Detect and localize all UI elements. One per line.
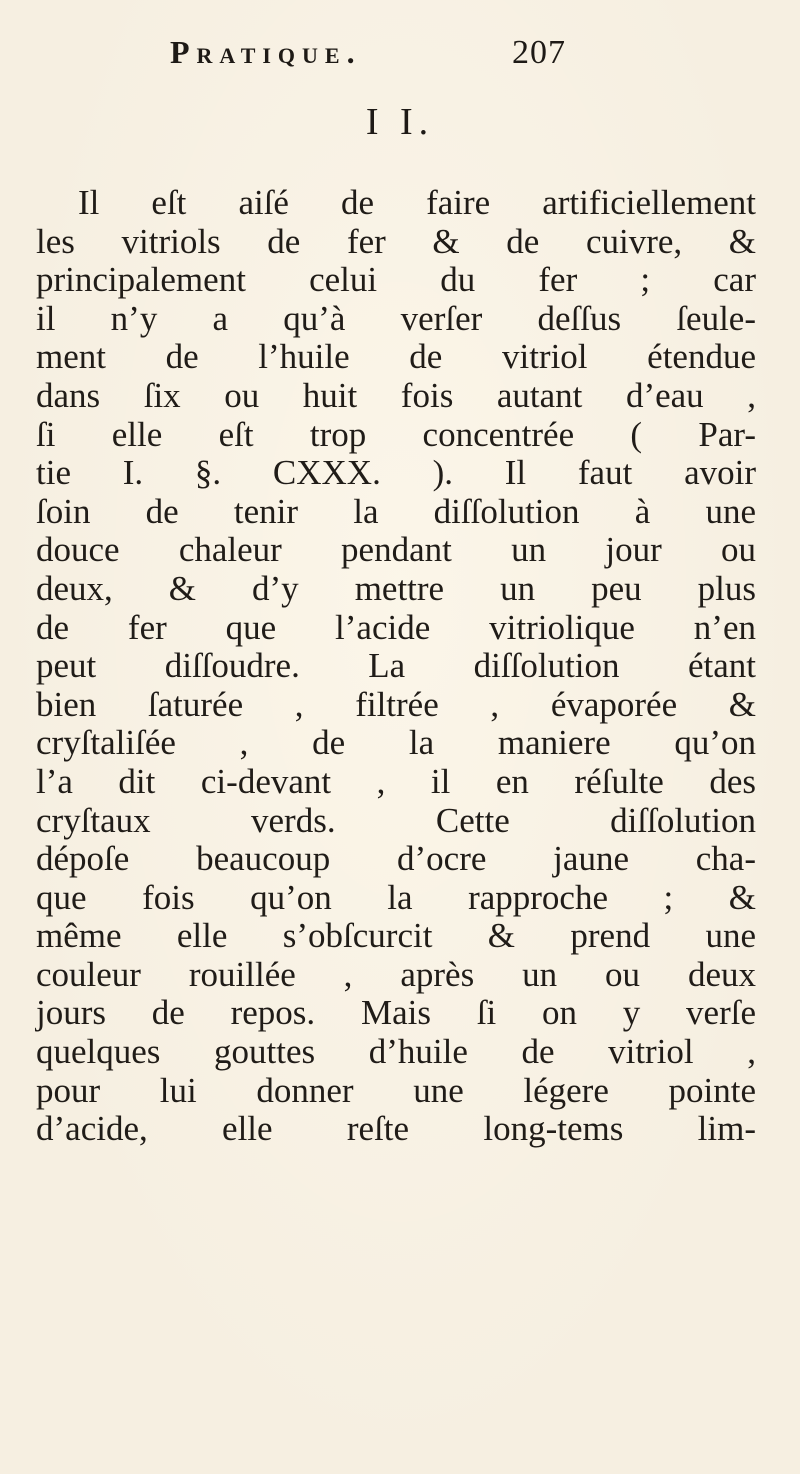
text-line: les vitriols de fer & de cuivre, & — [36, 221, 756, 261]
text-line: dans ſix ou huit fois autant d’eau , — [36, 375, 756, 415]
text-line: douce chaleur pendant un jour ou — [36, 530, 756, 570]
text-line: cryſtaliſée , de la maniere qu’on — [36, 723, 756, 763]
text-line: deux, & d’y mettre un peu plus — [36, 568, 756, 608]
section-heading: I I. — [365, 101, 435, 143]
text-line: ſoin de tenir la diſſolution à une — [36, 491, 756, 531]
text-line: cryſtaux verds. Cette diſſolution — [36, 800, 756, 840]
running-head — [170, 28, 650, 78]
page-number: 207 — [512, 34, 566, 71]
text-line: que fois qu’on la rapproche ; & — [36, 877, 756, 917]
text-line: pour lui donner une légere pointe — [36, 1070, 756, 1110]
text-line: ment de l’huile de vitriol étendue — [36, 337, 756, 377]
text-line: d’acide, elle reſte long-tems lim- — [36, 1109, 756, 1149]
text-line: il n’y a qu’à verſer deſſus ſeule- — [36, 298, 756, 338]
text-line: tie I. §. CXXX. ). Il faut avoir — [36, 453, 756, 493]
text-line: Il eſt aiſé de faire artificiellement — [78, 183, 756, 222]
text-line: jours de repos. Mais ſi on y verſe — [36, 993, 756, 1033]
running-title: Pratique. — [170, 34, 362, 70]
text-line: bien ſaturée , filtrée , évaporée & — [36, 684, 756, 724]
text-line: même elle s’obſcurcit & prend une — [36, 916, 756, 956]
text-line: de fer que l’acide vitriolique n’en — [36, 607, 756, 647]
text-line: principalement celui du fer ; car — [36, 260, 756, 300]
text-line: couleur rouillée , après un ou deux — [36, 954, 756, 994]
paragraph — [36, 184, 756, 1149]
text-line: l’a dit ci-devant , il en réſulte des — [36, 761, 756, 801]
text-line: ſi elle eſt trop concentrée ( Par- — [36, 414, 756, 454]
text-line: peut diſſoudre. La diſſolution étant — [36, 646, 756, 686]
text-line: dépoſe beaucoup d’ocre jaune cha- — [36, 839, 756, 879]
text-line: quelques gouttes d’huile de vitriol , — [36, 1032, 756, 1072]
